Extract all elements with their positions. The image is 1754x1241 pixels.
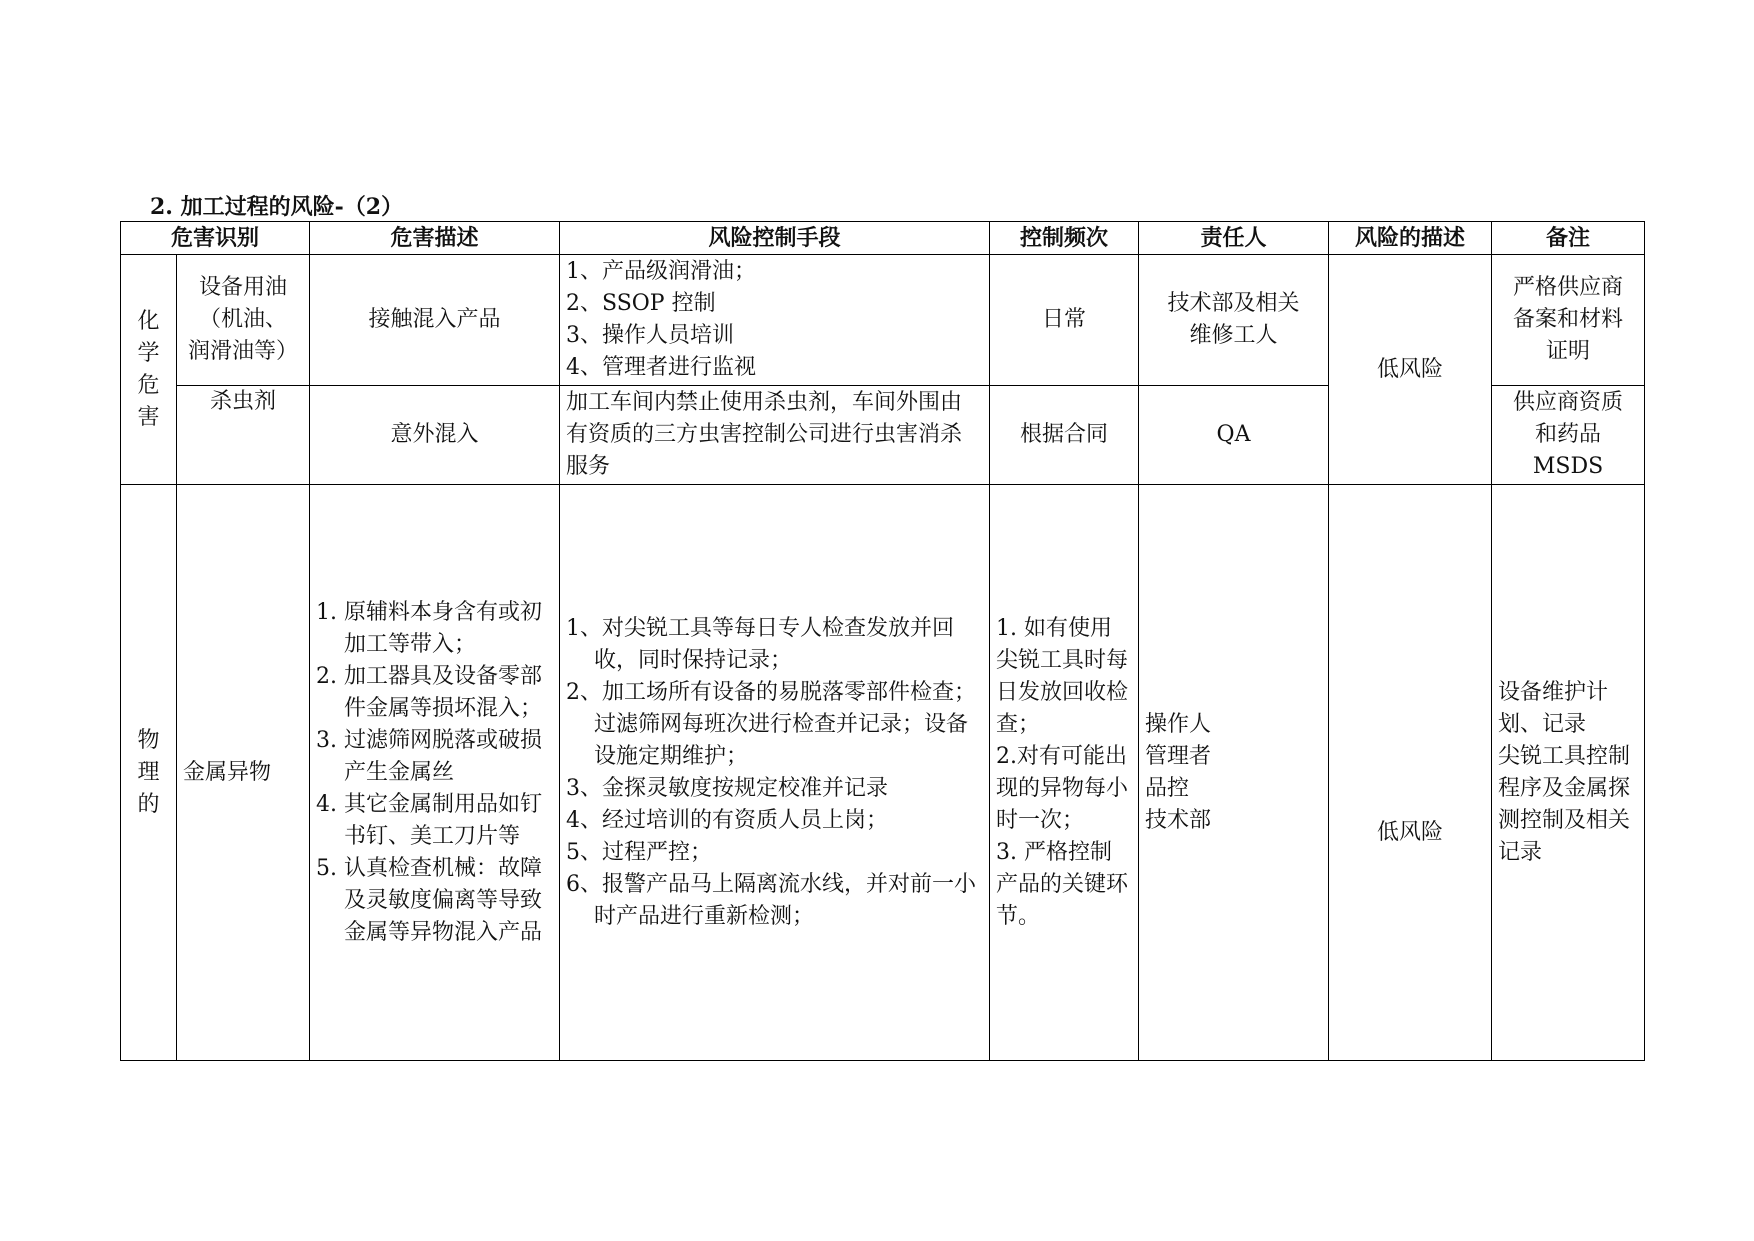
header-control-means: 风险控制手段 [560,222,990,255]
controls-cell: 加工车间内禁止使用杀虫剂，车间外围由有资质的三方虫害控制公司进行虫害消杀服务 [560,386,990,485]
list-item: 6、报警产品马上隔离流水线，并对前一小时产品进行重新检测； [566,871,977,929]
table-row [121,255,1645,386]
list-item: 4、经过培训的有资质人员上岗； [566,807,889,833]
list-item: 1、产品级润滑油； [566,259,757,284]
list-item: 2. 加工器具及设备零部件金属等损坏混入； [316,663,543,721]
owner-cell: QA [1139,386,1329,485]
hazard-cell: 设备用油 （机油、 润滑油等） [177,255,310,386]
owner-cell: 操作人 管理者 品控 技术部 [1139,485,1329,1061]
list-item: 5. 认真检查机械：故障及灵敏度偏离等导致金属等异物混入产品 [316,855,543,945]
risk-level-cell: 低风险 [1329,485,1492,1061]
controls-cell [560,255,990,386]
header-owner: 责任人 [1139,222,1329,255]
remark-cell: 严格供应商 备案和材料 证明 [1492,255,1645,386]
owner-cell: 技术部及相关 维修工人 [1139,255,1329,386]
category-physical: 物 理 的 [121,485,177,1061]
description-cell [310,485,560,1061]
controls-cell [560,485,990,1061]
description-cell: 接触混入产品 [310,255,560,386]
list-item: 4. 其它金属制用品如钉书钉、美工刀片等 [316,791,542,849]
header-hazard-id: 危害识别 [121,222,310,255]
header-remark: 备注 [1492,222,1645,255]
list-item: 4、管理者进行监视 [566,355,757,380]
list-item: 1、对尖锐工具等每日专人检查发放并回收，同时保持记录； [566,615,955,673]
risk-level-cell: 低风险 [1329,255,1492,485]
remark-cell: 供应商资质 和药品 MSDS [1492,386,1645,485]
list-item: 1. 原辅料本身含有或初加工等带入； [316,599,542,657]
hazard-cell: 金属异物 [177,485,310,1061]
category-chemical: 化 学 危 害 [121,255,177,485]
hazard-cell: 杀虫剂 [177,386,310,485]
list-item: 2、加工场所有设备的易脱落零部件检查；过滤筛网每班次进行检查并记录；设备设施定期维护； [566,679,977,769]
header-risk-desc: 风险的描述 [1329,222,1492,255]
section-heading: 2. 加工过程的风险-（2） [150,194,404,220]
list-item: 3. 过滤筛网脱落或破损产生金属丝 [316,727,542,785]
frequency-cell: 1. 如有使用尖锐工具时每日发放回收检查； 2.对有可能出现的异物每小时一次； 3. 严格控制产品的关键环节。 [990,485,1139,1061]
list-item: 3、金探灵敏度按规定校准并记录 [566,775,889,801]
list-item: 3、操作人员培训 [566,323,735,348]
list-item: 2、SSOP 控制 [566,291,716,316]
table-row [121,485,1645,1061]
frequency-cell: 根据合同 [990,386,1139,485]
list-item: 5、过程严控； [566,839,713,865]
remark-cell: 设备维护计划、记录 尖锐工具控制程序及金属探测控制及相关记录 [1492,485,1645,1061]
risk-table [120,221,1645,1061]
header-frequency: 控制频次 [990,222,1139,255]
frequency-cell: 日常 [990,255,1139,386]
table-header-row [121,222,1645,255]
header-hazard-desc: 危害描述 [310,222,560,255]
description-cell: 意外混入 [310,386,560,485]
